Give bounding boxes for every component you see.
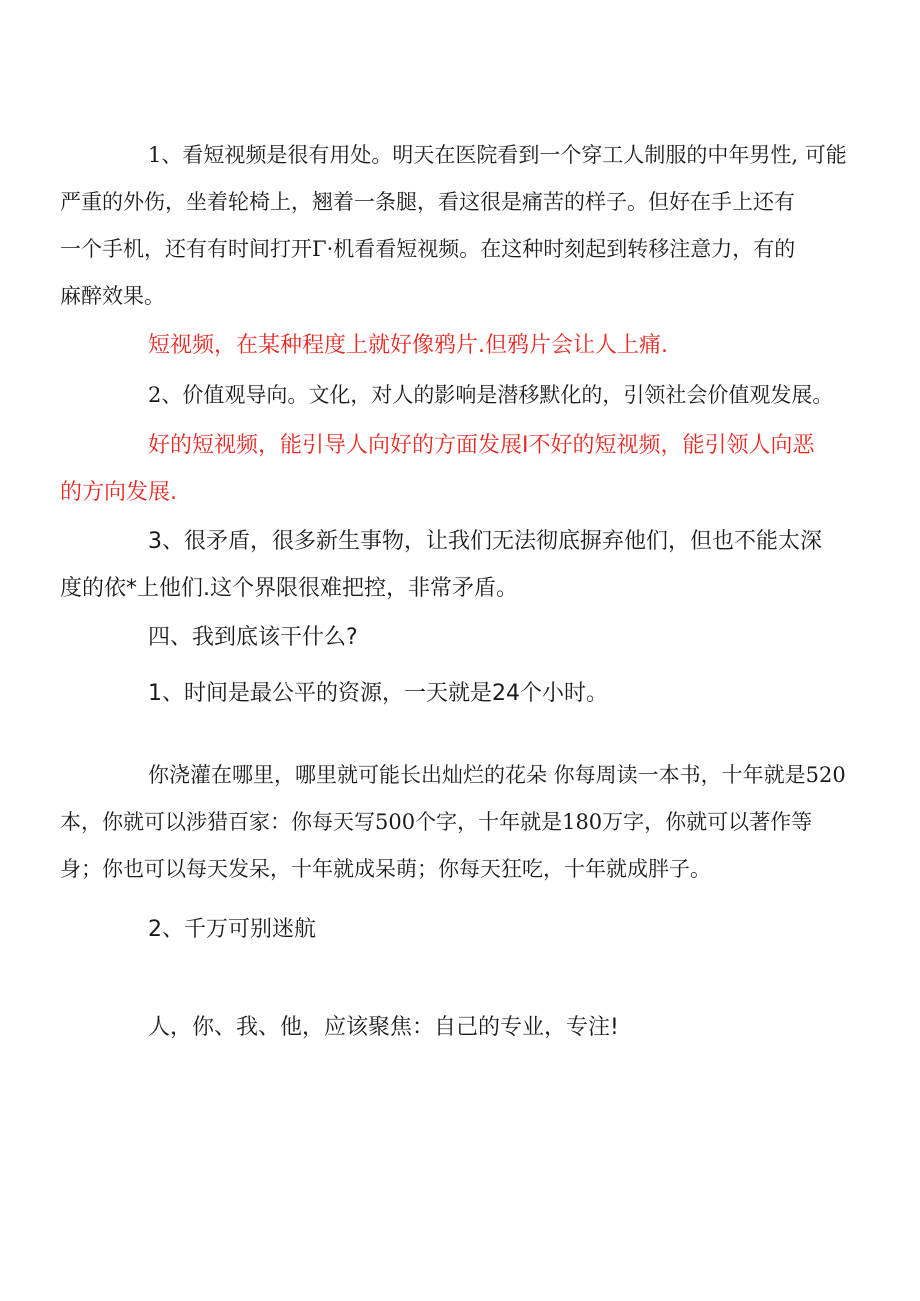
text-line: 2、价值观导向。文化，对人的影响是潜移默化的，引领社会价值观发展。 bbox=[148, 383, 834, 407]
paragraph-focus bbox=[104, 1004, 816, 1051]
text-line: 的方向发展. bbox=[60, 480, 177, 505]
text-line: 身；你也可以每天发呆，十年就成呆萌；你每天狂吃，十年就成胖子。 bbox=[60, 857, 711, 881]
text-line: 3、很矛盾，很多新生事物，让我们无法彻底摒弃他们，但也不能太深 bbox=[148, 529, 822, 554]
text-line: 你浇灌在哪里，哪里就可能长出灿烂的花朵 你每周读一本书，十年就是520 bbox=[148, 763, 846, 787]
paragraph-time-fairness bbox=[104, 670, 816, 717]
paragraph-short-video-usefulness bbox=[60, 132, 847, 320]
paragraph-ten-years bbox=[60, 752, 846, 893]
text-line: 短视频，在某种程度上就好像鸦片.但鸦片会让人上痛. bbox=[148, 333, 668, 358]
paragraph-value-guidance bbox=[104, 372, 834, 419]
text-line: 严重的外伤，坐着轮椅上，翘着一条腿，看这很是痛苦的样子。但好在手上还有 bbox=[60, 190, 795, 214]
text-line: 2、千万可别迷航 bbox=[148, 917, 316, 942]
paragraph-opium-analogy bbox=[104, 322, 816, 369]
text-line: 人，你、我、他，应该聚焦：自己的专业，专注! bbox=[148, 1015, 619, 1040]
text-line: 1、看短视频是很有用处。明天在医院看到一个穿工人制服的中年男性, 可能 bbox=[148, 143, 847, 167]
text-line: 本，你就可以涉猎百家：你每天写500个字，十年就是180万字，你就可以著作等 bbox=[60, 810, 813, 834]
text-line: 好的短视频，能引导人向好的方面发展I不好的短视频，能引领人向恶 bbox=[148, 433, 815, 458]
text-line: 度的依*上他们.这个界限很难把控，非常矛盾。 bbox=[60, 576, 518, 601]
paragraph-good-bad-videos bbox=[60, 422, 816, 516]
paragraph-dont-lose-way bbox=[104, 906, 816, 953]
text-line: 四、我到底该干什么? bbox=[148, 625, 358, 650]
text-line: 1、时间是最公平的资源，一天就是24个小时。 bbox=[148, 681, 608, 706]
text-line: 一个手机，还有有时间打开Γ·机看看短视频。在这种时刻起到转移注意力，有的 bbox=[60, 237, 796, 261]
paragraph-contradiction bbox=[60, 518, 822, 612]
section-heading-what-to-do bbox=[104, 614, 816, 661]
text-line: 麻醉效果。 bbox=[60, 284, 165, 308]
